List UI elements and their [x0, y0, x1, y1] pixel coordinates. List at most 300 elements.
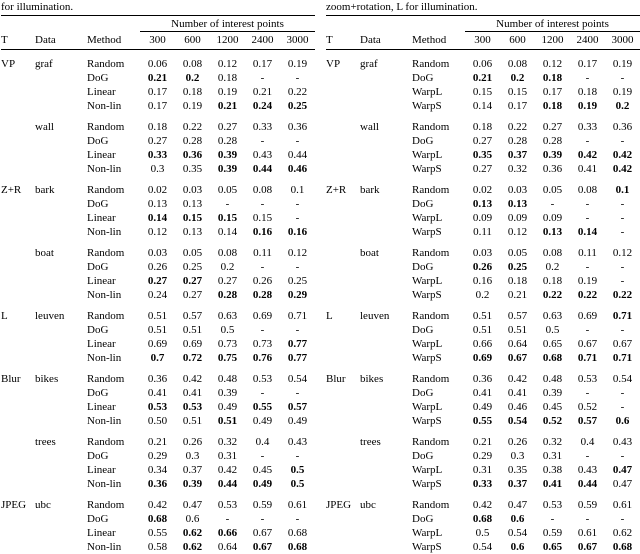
method-label: DoG	[87, 513, 109, 525]
table-caption-fragment-right: zoom+rotation, L for illumination.	[326, 1, 478, 13]
table-row	[326, 400, 640, 414]
table-row	[1, 211, 315, 225]
value-cell: 0.67	[252, 541, 273, 553]
method-label: WarpL	[412, 212, 443, 224]
method-label: DoG	[412, 324, 434, 336]
value-cell: 0.08	[252, 184, 273, 196]
method-label: DoG	[87, 135, 109, 147]
transform-label: JPEG	[1, 499, 27, 511]
dataset-label	[360, 512, 412, 526]
method-label: WarpS	[412, 541, 442, 553]
table-row	[326, 540, 640, 554]
dataset-label	[35, 211, 87, 225]
value-cell: 0.33	[252, 121, 273, 133]
value-cell: 0.68	[147, 513, 168, 525]
method-label: WarpS	[412, 163, 442, 175]
transform-label	[1, 477, 35, 491]
dataset-label	[360, 148, 412, 162]
transform-label	[1, 71, 35, 85]
value-cell: 0.5	[290, 464, 305, 476]
value-cell: 0.06	[147, 58, 168, 70]
value-cell: 0.32	[507, 163, 528, 175]
value-cell: 0.13	[182, 226, 203, 238]
value-cell: 0.3	[150, 163, 165, 175]
value-cell: 0.43	[252, 149, 273, 161]
table-row	[326, 414, 640, 428]
value-cell: 0.35	[507, 464, 528, 476]
value-cell: 0.52	[542, 415, 563, 427]
value-cell: 0.3	[510, 450, 525, 462]
column-header: Method	[412, 32, 465, 50]
value-cell: 0.17	[252, 58, 273, 70]
transform-label	[326, 239, 360, 260]
value-cell: 0.61	[612, 499, 633, 511]
table-row	[1, 99, 315, 113]
value-cell: 0.42	[577, 149, 598, 161]
table-row	[326, 526, 640, 540]
table-row	[326, 148, 640, 162]
value-cell: 0.08	[542, 247, 563, 259]
table-row	[1, 274, 315, 288]
dataset-label	[35, 337, 87, 351]
transform-label	[1, 512, 35, 526]
value-cell: 0.09	[472, 212, 493, 224]
table-row	[1, 400, 315, 414]
value-cell: 0.65	[542, 338, 563, 350]
value-cell: 0.19	[577, 275, 598, 287]
transform-label	[326, 414, 360, 428]
table-row	[326, 365, 640, 386]
value-cell: 0.59	[542, 527, 563, 539]
value-cell: 0.53	[252, 373, 273, 385]
transform-label	[1, 113, 35, 134]
column-header: 3000	[605, 32, 640, 50]
value-cell: 0.43	[612, 436, 633, 448]
dataset-label: ubc	[360, 499, 376, 511]
value-cell: -	[260, 261, 265, 273]
method-label: Linear	[87, 86, 116, 98]
value-cell: 0.18	[542, 100, 563, 112]
table-row	[326, 197, 640, 211]
transform-label	[1, 260, 35, 274]
dataset-label	[360, 211, 412, 225]
value-cell: 0.13	[472, 198, 493, 210]
method-label: Random	[412, 310, 450, 322]
dataset-label	[35, 162, 87, 176]
column-header: 1200	[535, 32, 570, 50]
table-row	[1, 337, 315, 351]
column-header: 300	[140, 32, 175, 50]
value-cell: 0.02	[147, 184, 168, 196]
method-label: Random	[87, 58, 125, 70]
transform-label: L	[326, 310, 333, 322]
table-row	[1, 463, 315, 477]
value-cell: 0.18	[542, 275, 563, 287]
table-row	[1, 386, 315, 400]
value-cell: 0.36	[182, 149, 203, 161]
transform-label: Z+R	[326, 184, 347, 196]
value-cell: 0.48	[542, 373, 563, 385]
value-cell: 0.67	[577, 541, 598, 553]
value-cell: 0.27	[182, 275, 203, 287]
value-cell: 0.09	[507, 212, 528, 224]
value-cell: 0.21	[472, 72, 493, 84]
value-cell: -	[295, 198, 300, 210]
value-cell: 0.4	[580, 436, 595, 448]
results-table-block-right	[326, 0, 640, 554]
value-cell: 0.71	[612, 310, 633, 322]
transform-label: VP	[326, 58, 341, 70]
method-label: DoG	[412, 135, 434, 147]
value-cell: -	[260, 72, 265, 84]
transform-label	[1, 134, 35, 148]
value-cell: -	[260, 387, 265, 399]
method-label: DoG	[87, 261, 109, 273]
method-label: Random	[87, 499, 125, 511]
table-row	[1, 176, 315, 197]
method-label: WarpL	[412, 275, 443, 287]
value-cell: 0.12	[287, 247, 308, 259]
value-cell: 0.27	[217, 121, 238, 133]
value-cell: 0.18	[147, 121, 168, 133]
dataset-label: boat	[360, 247, 379, 259]
value-cell: 0.6	[510, 513, 525, 525]
table-row	[326, 477, 640, 491]
value-cell: 0.03	[507, 184, 528, 196]
value-cell: 0.27	[147, 275, 168, 287]
dataset-label	[35, 274, 87, 288]
value-cell: 0.63	[542, 310, 563, 322]
transform-label	[1, 85, 35, 99]
value-cell: 0.12	[147, 226, 168, 238]
dataset-label	[360, 197, 412, 211]
method-label: Non-lin	[87, 352, 122, 364]
value-cell: 0.37	[507, 478, 528, 490]
value-cell: 0.34	[147, 464, 168, 476]
value-cell: 0.11	[473, 226, 492, 238]
method-label: WarpL	[412, 527, 443, 539]
table-row	[326, 50, 640, 72]
method-label: DoG	[412, 450, 434, 462]
transform-label	[1, 288, 35, 302]
dataset-label	[35, 260, 87, 274]
value-cell: 0.33	[577, 121, 598, 133]
value-cell: -	[225, 198, 230, 210]
dataset-label: boat	[35, 247, 54, 259]
value-cell: 0.51	[507, 324, 528, 336]
value-cell: 0.11	[253, 247, 272, 259]
table-row	[1, 512, 315, 526]
method-label: Non-lin	[87, 226, 122, 238]
dataset-label	[360, 526, 412, 540]
value-cell: 0.28	[217, 135, 238, 147]
value-cell: 0.66	[217, 527, 238, 539]
value-cell: 0.28	[217, 289, 238, 301]
table-row	[1, 50, 315, 72]
table-row	[326, 512, 640, 526]
table-row	[1, 477, 315, 491]
method-label: DoG	[87, 387, 109, 399]
value-cell: 0.27	[542, 121, 563, 133]
value-cell: -	[295, 135, 300, 147]
span-header-spacer	[1, 16, 140, 32]
transform-label	[1, 400, 35, 414]
dataset-label: trees	[35, 436, 56, 448]
transform-label: L	[1, 310, 8, 322]
table-row	[326, 274, 640, 288]
value-cell: 0.19	[182, 100, 203, 112]
value-cell: -	[620, 401, 625, 413]
value-cell: 0.53	[542, 499, 563, 511]
value-cell: -	[620, 226, 625, 238]
value-cell: 0.16	[252, 226, 273, 238]
method-label: DoG	[87, 450, 109, 462]
value-cell: 0.65	[542, 541, 563, 553]
dataset-label	[360, 540, 412, 554]
column-header: T	[1, 32, 35, 50]
column-header: 600	[175, 32, 210, 50]
transform-label	[326, 99, 360, 113]
value-cell: 0.08	[217, 247, 238, 259]
value-cell: -	[295, 513, 300, 525]
dataset-label: wall	[35, 121, 54, 133]
transform-label	[1, 414, 35, 428]
value-cell: 0.67	[612, 338, 633, 350]
dataset-label: graf	[35, 58, 53, 70]
table-row	[1, 323, 315, 337]
transform-label	[1, 337, 35, 351]
value-cell: 0.13	[507, 198, 528, 210]
value-cell: -	[620, 275, 625, 287]
method-label: Random	[87, 247, 125, 259]
transform-label: Blur	[326, 373, 346, 385]
value-cell: 0.22	[507, 121, 528, 133]
dataset-label	[360, 351, 412, 365]
method-label: DoG	[412, 72, 434, 84]
transform-label	[1, 211, 35, 225]
value-cell: 0.18	[182, 86, 203, 98]
column-header: 1200	[210, 32, 245, 50]
value-cell: 0.17	[147, 86, 168, 98]
span-header-row	[326, 16, 640, 32]
value-cell: 0.28	[182, 135, 203, 147]
method-label: Linear	[87, 401, 116, 413]
value-cell: 0.45	[252, 464, 273, 476]
value-cell: 0.08	[182, 58, 203, 70]
method-label: Random	[412, 184, 450, 196]
value-cell: 0.68	[472, 513, 493, 525]
dataset-label	[35, 414, 87, 428]
transform-label	[326, 512, 360, 526]
value-cell: -	[585, 135, 590, 147]
value-cell: 0.36	[472, 373, 493, 385]
table-row	[326, 211, 640, 225]
value-cell: 0.5	[220, 324, 235, 336]
dataset-label	[360, 274, 412, 288]
value-cell: -	[225, 513, 230, 525]
column-header-row	[326, 32, 640, 50]
value-cell: 0.55	[147, 527, 168, 539]
value-cell: 0.25	[287, 275, 308, 287]
dataset-label: bikes	[360, 373, 384, 385]
value-cell: 0.13	[182, 198, 203, 210]
transform-label	[1, 148, 35, 162]
method-label: WarpS	[412, 289, 442, 301]
value-cell: 0.28	[252, 289, 273, 301]
table-row	[326, 162, 640, 176]
value-cell: 0.57	[182, 310, 203, 322]
value-cell: 0.17	[147, 100, 168, 112]
value-cell: 0.48	[217, 373, 238, 385]
value-cell: 0.50	[147, 415, 168, 427]
table-row	[1, 71, 315, 85]
value-cell: 0.2	[185, 72, 200, 84]
value-cell: 0.41	[182, 387, 203, 399]
value-cell: 0.19	[612, 58, 633, 70]
table-row	[1, 414, 315, 428]
value-cell: 0.42	[612, 149, 633, 161]
transform-label	[1, 386, 35, 400]
transform-label	[1, 449, 35, 463]
value-cell: 0.03	[472, 247, 493, 259]
dataset-label: bikes	[35, 373, 59, 385]
method-label: WarpS	[412, 352, 442, 364]
value-cell: 0.24	[147, 289, 168, 301]
transform-label	[326, 85, 360, 99]
table-row	[1, 288, 315, 302]
value-cell: 0.18	[472, 121, 493, 133]
value-cell: 0.39	[542, 387, 563, 399]
value-cell: 0.21	[472, 436, 493, 448]
value-cell: 0.14	[147, 212, 168, 224]
method-label: WarpS	[412, 478, 442, 490]
dataset-label	[360, 260, 412, 274]
value-cell: 0.45	[542, 401, 563, 413]
table-row	[1, 225, 315, 239]
value-cell: 0.05	[542, 184, 563, 196]
transform-label	[1, 197, 35, 211]
value-cell: 0.69	[147, 338, 168, 350]
value-cell: 0.35	[182, 163, 203, 175]
value-cell: 0.42	[507, 373, 528, 385]
value-cell: -	[585, 513, 590, 525]
value-cell: 0.49	[217, 401, 238, 413]
value-cell: 0.63	[217, 310, 238, 322]
value-cell: -	[295, 450, 300, 462]
table-row	[1, 428, 315, 449]
value-cell: 0.55	[252, 401, 273, 413]
value-cell: 0.51	[147, 324, 168, 336]
value-cell: 0.19	[217, 86, 238, 98]
value-cell: 0.16	[472, 275, 493, 287]
value-cell: 0.19	[287, 58, 308, 70]
value-cell: 0.21	[217, 100, 238, 112]
value-cell: 0.3	[185, 450, 200, 462]
value-cell: 0.47	[612, 478, 633, 490]
value-cell: 0.31	[472, 464, 493, 476]
value-cell: 0.68	[612, 541, 633, 553]
method-label: Random	[412, 373, 450, 385]
value-cell: 0.68	[287, 527, 308, 539]
method-label: WarpL	[412, 149, 443, 161]
value-cell: 0.64	[507, 338, 528, 350]
table-row	[326, 337, 640, 351]
dataset-label	[360, 162, 412, 176]
method-label: Random	[412, 121, 450, 133]
value-cell: 0.43	[577, 464, 598, 476]
value-cell: 0.16	[287, 226, 308, 238]
method-label: WarpS	[412, 415, 442, 427]
value-cell: 0.35	[472, 149, 493, 161]
dataset-label	[35, 526, 87, 540]
value-cell: 0.6	[615, 415, 630, 427]
dataset-label	[35, 71, 87, 85]
value-cell: 0.38	[542, 464, 563, 476]
value-cell: 0.12	[217, 58, 238, 70]
table-row	[326, 134, 640, 148]
transform-label	[1, 162, 35, 176]
value-cell: 0.41	[147, 387, 168, 399]
dataset-label	[360, 337, 412, 351]
value-cell: 0.53	[182, 401, 203, 413]
value-cell: 0.24	[252, 100, 273, 112]
value-cell: -	[260, 324, 265, 336]
method-label: Random	[87, 121, 125, 133]
transform-label	[326, 477, 360, 491]
value-cell: 0.67	[507, 352, 528, 364]
method-label: WarpS	[412, 100, 442, 112]
dataset-label	[360, 71, 412, 85]
column-header: 600	[500, 32, 535, 50]
transform-label	[326, 134, 360, 148]
dataset-label	[360, 323, 412, 337]
value-cell: 0.71	[287, 310, 308, 322]
method-label: Random	[412, 58, 450, 70]
value-cell: -	[620, 261, 625, 273]
transform-label	[326, 351, 360, 365]
method-label: Non-lin	[87, 541, 122, 553]
table-row	[326, 99, 640, 113]
table-row	[1, 197, 315, 211]
value-cell: 0.21	[252, 86, 273, 98]
method-label: Random	[87, 373, 125, 385]
table-row	[326, 428, 640, 449]
dataset-label	[360, 477, 412, 491]
table-row	[326, 323, 640, 337]
method-label: Linear	[87, 212, 116, 224]
value-cell: -	[585, 387, 590, 399]
value-cell: 0.54	[507, 415, 528, 427]
method-label: DoG	[412, 513, 434, 525]
value-cell: 0.47	[612, 464, 633, 476]
value-cell: -	[585, 72, 590, 84]
value-cell: 0.54	[287, 373, 308, 385]
span-header-spacer	[326, 16, 465, 32]
table-row	[1, 302, 315, 323]
value-cell: 0.39	[217, 163, 238, 175]
value-cell: 0.57	[287, 401, 308, 413]
column-header: Method	[87, 32, 140, 50]
method-label: WarpL	[412, 86, 443, 98]
value-cell: 0.77	[287, 352, 308, 364]
dataset-label	[35, 351, 87, 365]
transform-label: Z+R	[1, 184, 22, 196]
value-cell: 0.41	[507, 387, 528, 399]
dataset-label	[360, 449, 412, 463]
table-row	[1, 365, 315, 386]
transform-label	[1, 428, 35, 449]
method-label: DoG	[412, 387, 434, 399]
